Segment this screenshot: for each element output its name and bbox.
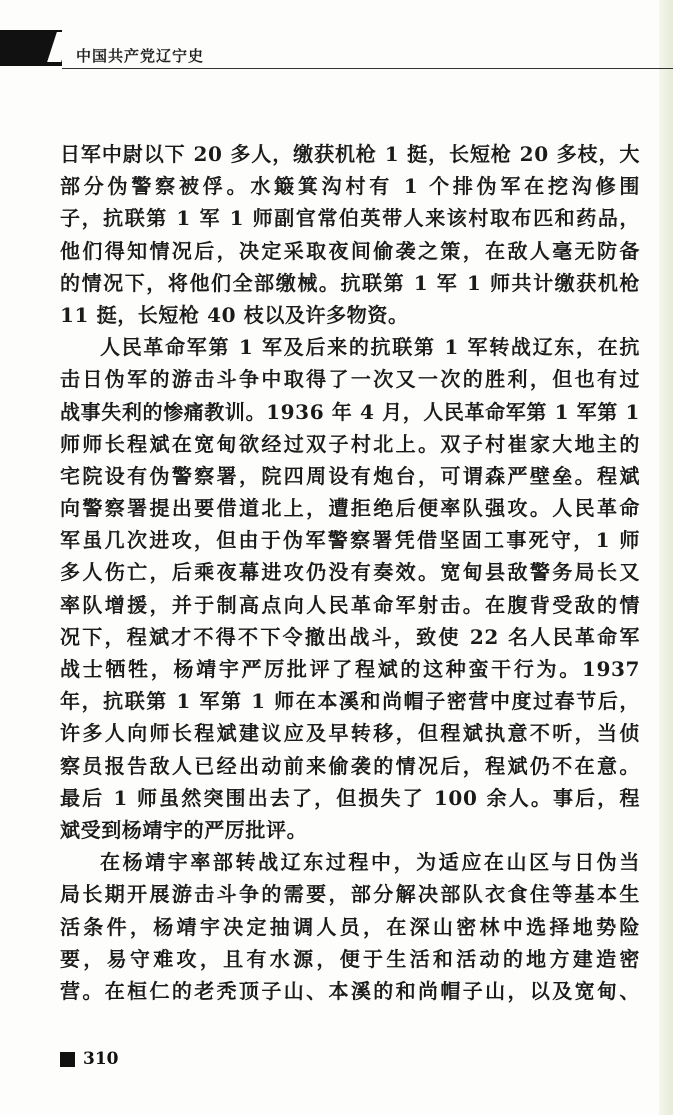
paragraph-start-line: 在杨靖宇率部转战辽东过程中，为适应在山区与日伪当: [100, 850, 640, 875]
text-line: 战事失利的惨痛教训。1936 年 4 月，人民革命军第 1 军第 1: [60, 399, 640, 424]
text-line: 日军中尉以下 20 多人，缴获机枪 1 挺，长短枪 20 多枝，大: [60, 142, 640, 166]
text-line: 年，抗联第 1 军第 1 师在本溪和尚帽子密营中度过春节后，: [60, 689, 640, 714]
text-line: 战士牺牲，杨靖宇严厉批评了程斌的这种蛮干行为。1937: [60, 657, 640, 681]
text-line: 多人伤亡，后乘夜幕进攻仍没有奏效。宽甸县敌警务局长又: [60, 560, 640, 585]
page-number: 310: [83, 1049, 119, 1069]
running-header-title: 中国共产党辽宁史: [76, 47, 205, 65]
page-edge: [659, 0, 673, 1115]
header-rule: [62, 68, 673, 69]
text-line: 营。在桓仁的老秃顶子山、本溪的和尚帽子山，以及宽甸、: [60, 978, 640, 1003]
text-line: 要，易守难攻，且有水源，便于生活和活动的地方建造密: [60, 946, 640, 971]
paragraph-start-line: 人民革命军第 1 军及后来的抗联第 1 军转战辽东，在抗: [100, 335, 640, 360]
text-line: 部分伪警察被俘。水簸箕沟村有 1 个排伪军在挖沟修围: [60, 174, 640, 199]
text-line: 11 挺，长短枪 40 枝以及许多物资。: [60, 302, 409, 327]
text-line: 他们得知情况后，决定采取夜间偷袭之策，在敌人毫无防备: [60, 238, 640, 263]
text-line: 师师长程斌在宽甸欲经过双子村北上。双子村崔家大地主的: [60, 431, 640, 456]
text-line: 最后 1 师虽然突围出去了，但损失了 100 余人。事后，程: [60, 785, 640, 810]
text-line: 宅院设有伪警察署，院四周设有炮台，可谓森严壁垒。程斌: [60, 463, 640, 488]
text-line: 的情况下，将他们全部缴械。抗联第 1 军 1 师共计缴获机枪: [60, 270, 640, 295]
page-footer: [60, 1049, 119, 1069]
text-line: 率队增援，并于制高点向人民革命军射击。在腹背受敌的情: [60, 592, 640, 617]
text-line: 军虽几次进攻，但由于伪军警察署凭借坚固工事死守，1 师: [60, 528, 640, 553]
text-line: 许多人向师长程斌建议应及早转移，但程斌执意不听，当侦: [60, 721, 640, 746]
text-line: 察员报告敌人已经出动前来偷袭的情况后，程斌仍不在意。: [60, 753, 640, 778]
text-line: 向警察署提出要借道北上，遭拒绝后便率队强攻。人民革命: [60, 496, 640, 521]
text-line: 况下，程斌才不得不下令撤出战斗，致使 22 名人民革命军: [60, 624, 640, 649]
text-line: 斌受到杨靖宇的严厉批评。: [60, 817, 308, 842]
text-line: 局长期开展游击斗争的需要，部分解决部队衣食住等基本生: [60, 882, 640, 907]
body-text: [60, 138, 640, 1007]
text-line: 活条件，杨靖宇决定抽调人员，在深山密林中选择地势险: [60, 914, 640, 939]
text-line: 子，抗联第 1 军 1 师副官常伯英带人来该村取布匹和药品，: [60, 206, 640, 231]
footer-square-mark: [60, 1052, 75, 1067]
text-line: 击日伪军的游击斗争中取得了一次又一次的胜利，但也有过: [60, 367, 640, 392]
